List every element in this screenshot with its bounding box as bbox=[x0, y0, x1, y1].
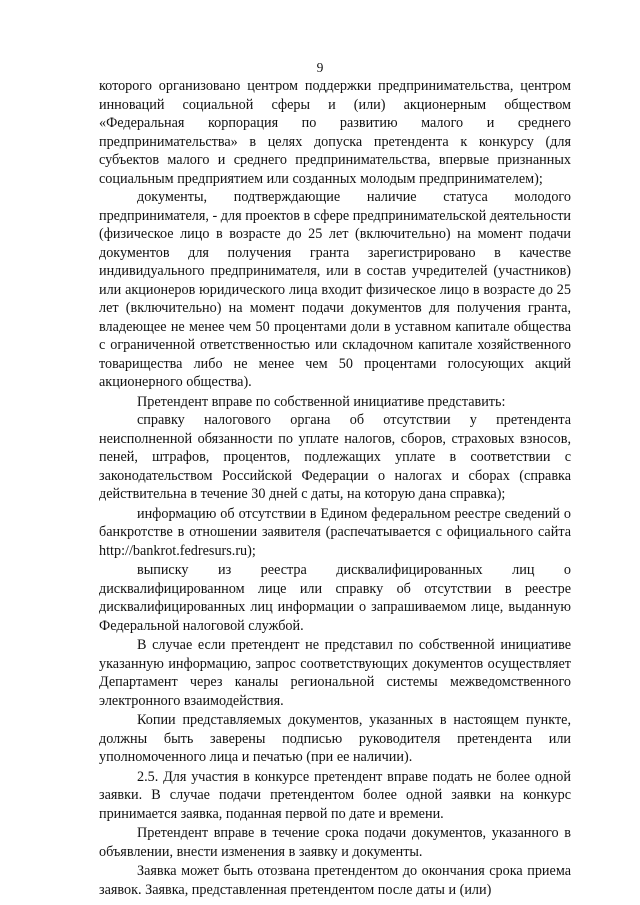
paragraph-continuation: которого организовано центром поддержки предпринимательства, центром инноваций социальной сферы и (или) акционерным обществом «Федеральная корпорация по развитию малого и среднего предпринимательства» в целях допуска претендента к конкурсу (для субъектов малого и среднего предпринимательства, впервые признанных социальным предприятием или созданных молодым предпринимателем); bbox=[99, 78, 571, 187]
paragraph-application-changes: Претендент вправе в течение срока подачи документов, указанного в объявлении, внести изменения в заявку и документы. bbox=[99, 825, 571, 860]
paragraph-disqualification-extract: выписку из реестра дисквалифицированных лиц о дисквалифицированном лице или справку об отсутствии в реестре дисквалифицированных лиц информации о запрашиваемом лице, выданную Федеральной налоговой службой. bbox=[99, 562, 571, 634]
paragraph-optional-docs-intro: Претендент вправе по собственной инициативе представить: bbox=[137, 393, 506, 410]
document-body bbox=[99, 77, 571, 899]
paragraph-young-entrepreneur-docs: документы, подтверждающие наличие статуса молодого предпринимателя, - для проектов в сфере предпринимательской деятельности (физическое лицо в возрасте до 25 лет (включительно) на момент подачи документов для получения гранта зарегистрировано в качестве индивидуального предпринимателя, или в состав учредителей (участников) или акционеров юридического лица входит физическое лицо в возрасте до 25 лет (включительно) на момент подачи документов для получения гранта, владеющее не менее чем 50 процентами доли в уставном капитале общества с ограниченной ответственностью или складочном капитале хозяйственного товарищества либо не менее чем 50 процентами голосующих акций акционерного общества). bbox=[99, 189, 571, 390]
paragraph-application-withdrawal: Заявка может быть отозвана претендентом до окончания срока приема заявок. Заявка, представленная претендентом после даты и (или) bbox=[99, 863, 571, 898]
paragraph-bankruptcy-info: информацию об отсутствии в Едином федеральном реестре сведений о банкротстве в отношении заявителя (распечатывается с официального сайта http://bankrot.fedresurs.ru); bbox=[99, 505, 571, 559]
paragraph-document-copies: Копии представляемых документов, указанных в настоящем пункте, должны быть заверены подписью руководителя претендента или уполномоченного лица и печатью (при ее наличии). bbox=[99, 712, 571, 765]
paragraph-section-2-5: 2.5. Для участия в конкурсе претендент вправе подать не более одной заявки. В случае подачи претендентом более одной заявки на конкурс принимается заявка, поданная первой по дате и времени. bbox=[99, 768, 571, 822]
paragraph-tax-certificate: справку налогового органа об отсутствии у претендента неисполненной обязанности по уплате налогов, сборов, страховых взносов, пеней, штрафов, процентов, подлежащих уплате в соответствии с законодательством Российской Федерации о налогах и сборах (справка действительна в течение 30 дней с даты, на которую дана справка); bbox=[99, 412, 571, 502]
paragraph-interagency-request: В случае если претендент не представил по собственной инициативе указанную информацию, запрос соответствующих документов осуществляет Департамент через каналы региональной системы межведомственного электронного взаимодействия. bbox=[99, 637, 571, 709]
page-number: 9 bbox=[316, 60, 324, 75]
